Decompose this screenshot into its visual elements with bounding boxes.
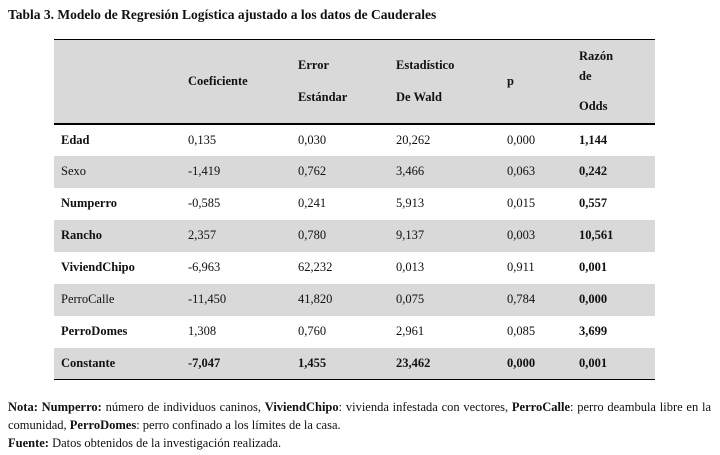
cell-wald: 20,262	[396, 132, 431, 147]
cell-p: 0,000	[500, 348, 572, 380]
cell-wald: 9,137	[396, 228, 425, 242]
header-wald-line2: De Wald	[396, 90, 442, 105]
row-variable: Constante	[54, 348, 181, 380]
note-desc-viviendchipo: : vivienda infestada con vectores,	[338, 400, 512, 414]
note-desc-perrocalle: : perro deambula libre en la comunidad,	[8, 400, 712, 432]
row-variable: Sexo	[61, 164, 86, 178]
header-or-line2: de	[579, 69, 592, 84]
cell-odds-ratio: 0,001	[572, 348, 655, 380]
cell-standard-error: 62,232	[298, 260, 333, 274]
row-variable: Rancho	[61, 228, 102, 242]
cell-standard-error: 0,780	[298, 228, 327, 242]
table-row	[54, 348, 655, 380]
note-term-perrodomes: PerroDomes	[69, 418, 137, 432]
cell-odds-ratio: 10,561	[579, 228, 614, 242]
source-label: Fuente:	[8, 436, 49, 450]
note-term-viviendchipo: ViviendChipo	[264, 400, 339, 414]
row-variable: PerroCalle	[61, 292, 115, 306]
cell-wald: 0,013	[396, 260, 425, 274]
cell-coefficient: -6,963	[188, 260, 221, 274]
cell-coefficient: 1,308	[188, 324, 217, 338]
table-row	[54, 188, 655, 220]
cell-standard-error: 0,760	[298, 324, 327, 338]
cell-coefficient: -0,585	[188, 196, 221, 210]
header-row	[54, 40, 655, 124]
header-wald	[389, 40, 500, 124]
cell-p: 0,000	[507, 132, 536, 147]
header-se-line1: Error	[298, 58, 330, 73]
header-or-line3: Odds	[579, 99, 608, 114]
cell-wald: 5,913	[396, 196, 425, 210]
cell-p: 0,784	[507, 292, 536, 306]
cell-odds-ratio: 1,144	[579, 132, 608, 147]
header-p	[500, 40, 572, 124]
cell-p: 0,911	[507, 260, 535, 274]
note-term-perrocalle: PerroCalle	[511, 400, 570, 414]
cell-coefficient: -11,450	[188, 292, 227, 306]
row-variable: PerroDomes	[61, 324, 128, 338]
cell-p: 0,063	[507, 164, 536, 178]
cell-odds-ratio: 0,242	[579, 164, 608, 178]
regression-table	[54, 39, 655, 380]
cell-coefficient: 2,357	[188, 228, 217, 242]
header-variable	[54, 40, 181, 124]
note-term-numperro: Numperro:	[41, 400, 102, 414]
cell-coefficient: -7,047	[181, 348, 291, 380]
caption-title: . Modelo de Regresión Logística ajustado a los datos de Cauderales	[50, 7, 437, 22]
cell-coefficient: -1,419	[188, 164, 221, 178]
row-variable: Edad	[61, 132, 90, 147]
cell-p: 0,003	[507, 228, 536, 242]
cell-p: 0,015	[507, 196, 536, 210]
table-row	[54, 284, 655, 316]
cell-wald: 23,462	[389, 348, 500, 380]
cell-standard-error: 1,455	[291, 348, 389, 380]
cell-standard-error: 0,762	[298, 164, 327, 178]
header-p-label: p	[507, 73, 514, 88]
source-text: Datos obtenidos de la investigación realizada.	[48, 436, 282, 450]
cell-wald: 0,075	[396, 292, 425, 306]
table-row	[54, 316, 655, 348]
cell-odds-ratio: 0,557	[579, 196, 608, 210]
table-caption	[8, 7, 436, 23]
header-coefficient	[181, 40, 291, 124]
header-odds-ratio	[572, 40, 655, 124]
cell-wald: 2,961	[396, 324, 425, 338]
table-row	[54, 252, 655, 284]
caption-label: Tabla 3	[8, 7, 51, 22]
row-variable: Numperro	[61, 196, 118, 210]
row-variable: ViviendChipo	[61, 260, 135, 274]
header-or-line1: Razón	[579, 49, 614, 64]
table-row	[54, 220, 655, 252]
cell-standard-error: 41,820	[298, 292, 333, 306]
cell-odds-ratio: 3,699	[579, 324, 608, 338]
table-row	[54, 156, 655, 188]
table-note	[8, 398, 711, 452]
header-wald-line1: Estadístico	[396, 58, 455, 73]
table-row	[54, 124, 655, 156]
header-standard-error	[291, 40, 389, 124]
note-label: Nota:	[8, 400, 38, 414]
cell-odds-ratio: 0,001	[579, 260, 608, 274]
cell-odds-ratio: 0,000	[579, 292, 608, 306]
header-se-line2: Estándar	[298, 90, 348, 105]
cell-coefficient: 0,135	[188, 132, 217, 147]
cell-p: 0,085	[507, 324, 536, 338]
cell-standard-error: 0,030	[298, 132, 327, 147]
cell-standard-error: 0,241	[298, 196, 327, 210]
header-coefficient-label: Coeficiente	[188, 73, 248, 88]
note-desc-perrodomes: : perro confinado a los límites de la casa.	[136, 418, 341, 432]
cell-wald: 3,466	[396, 164, 425, 178]
note-desc-numperro: número de individuos caninos,	[101, 400, 265, 414]
